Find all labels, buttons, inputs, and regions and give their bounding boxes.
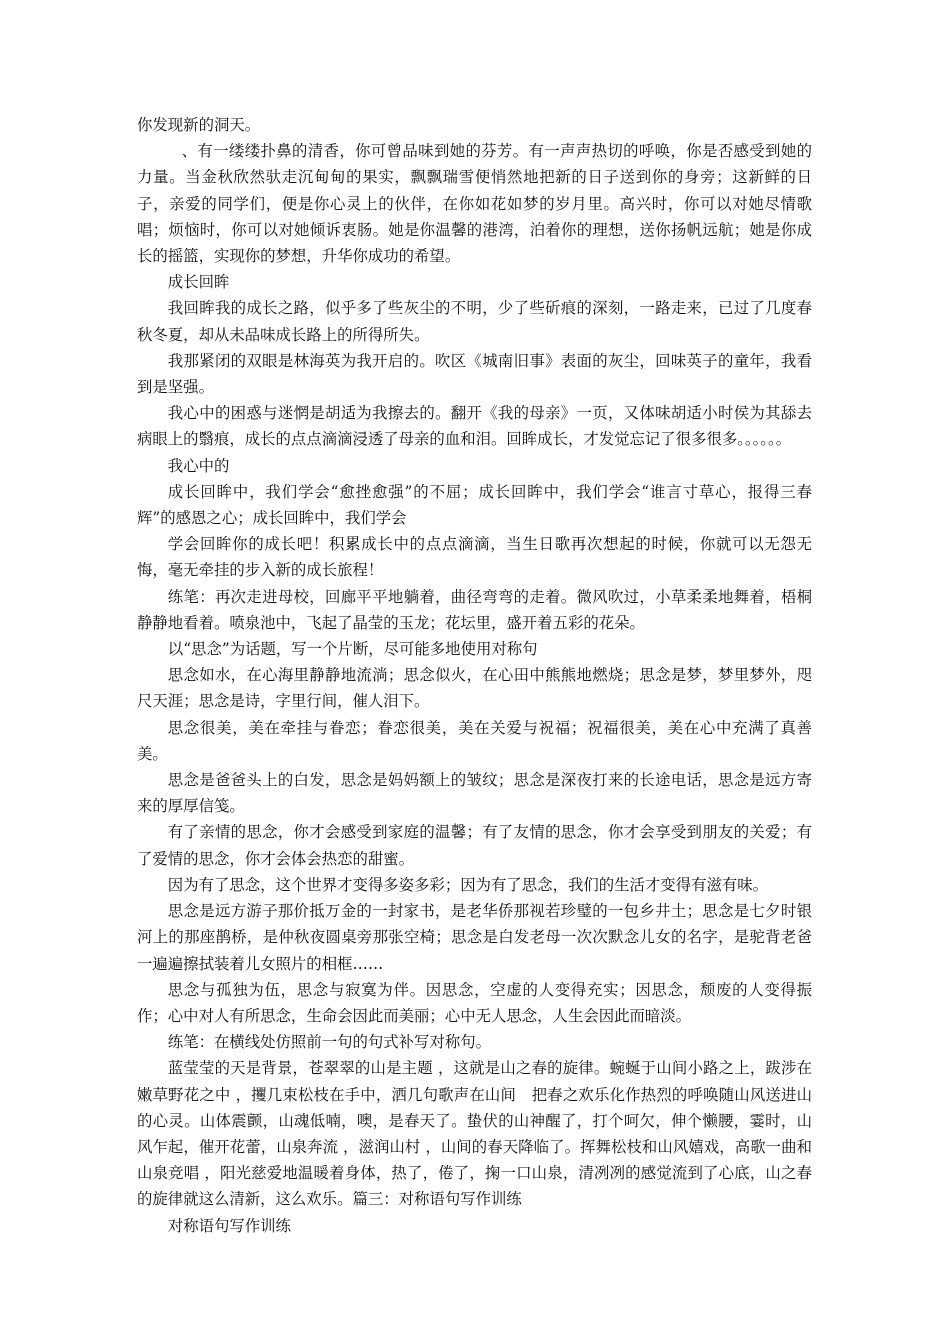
paragraph: 你发现新的洞天。 (137, 116, 261, 134)
paragraph: 思念如水，在心海里静静地流淌；思念似火，在心田中熊熊地燃烧；思念是梦，梦里梦外，咫尺天涯；思念是诗，字里行间，催人泪下。 (137, 666, 812, 711)
paragraph: 练笔：在横线处仿照前一句的句式补写对称句。 (167, 1033, 492, 1052)
paragraph: 思念是远方游子那价抵万金的一封家书，是老华侨那视若珍璧的一包乡井土；思念是七夕时银河上的那座鹊桥，是仲秋夜圆桌旁那张空椅；思念是白发老母一次次默念儿女的名字，是驼背老爸一遍遍擦拭装着儿女照片的相框…… (137, 902, 812, 973)
document-page (137, 112, 812, 1239)
paragraph: 我回眸我的成长之路，似乎多了些灰尘的不明，少了些斫痕的深刻，一路走来，已过了几度春秋冬夏，却从未品味成长路上的所得所失。 (137, 299, 812, 344)
paragraph: 有了亲情的思念，你才会感受到家庭的温馨；有了友情的思念，你才会享受到朋友的关爱；有了爱情的思念，你才会体会热恋的甜蜜。 (137, 823, 812, 868)
section-heading: 成长回眸 (167, 273, 230, 292)
paragraph: 我心中的 (167, 456, 230, 475)
paragraph: 练笔：再次走进母校，回廊平平地躺着，曲径弯弯的走着。微风吹过，小草柔柔地舞着，梧桐静静地看着。喷泉池中，飞起了晶莹的玉龙；花坛里，盛开着五彩的花朵。 (137, 587, 812, 632)
paragraph: 我那紧闭的双眼是林海英为我开启的。吹区《城南旧事》表面的灰尘，回味英子的童年，我看到是坚强。 (137, 351, 812, 397)
paragraph: 思念是爸爸头上的白发，思念是妈妈额上的皱纹；思念是深夜打来的长途电话，思念是远方寄来的厚厚信笺。 (137, 771, 812, 816)
paragraph: 对称语句写作训练 (167, 1216, 291, 1235)
paragraph: 思念很美，美在牵挂与眷恋；眷恋很美，美在关爱与祝福；祝福很美，美在心中充满了真善美。 (137, 718, 812, 763)
paragraph: 学会回眸你的成长吧！积累成长中的点点滴滴，当生日歌再次想起的时候，你就可以无怨无悔，毫无牵挂的步入新的成长旅程！ (137, 535, 812, 580)
paragraph: 、有一缕缕扑鼻的清香，你可曾品味到她的芬芳。有一声声热切的呼唤，你是否感受到她的力量。当金秋欣然驮走沉甸甸的果实，飘飘瑞雪便悄然地把新的日子送到你的身旁；这新鲜的日子，亲爱的同学们，便是你心灵上的伙伴，在你如花如梦的岁月里。高兴时，你可以对她尽情歌唱；烦恼时，你可以对她倾诉衷肠。她是你温馨的港湾，泊着你的理想，送你扬帆远航；她是你成长的摇篮，实现你的梦想，升华你成功的希望。 (137, 142, 812, 266)
paragraph: 因为有了思念，这个世界才变得多姿多彩；因为有了思念，我们的生活才变得有滋有味。 (167, 875, 769, 894)
paragraph: 以“思念”为话题，写一个片断，尽可能多地使用对称句 (167, 640, 538, 659)
paragraph: 思念与孤独为伍，思念与寂寞为伴。因思念，空虚的人变得充实；因思念，颓废的人变得振作；心中对人有所思念，生命会因此而美丽；心中无人思念，人生会因此而暗淡。 (137, 980, 812, 1025)
paragraph: 成长回眸中，我们学会“愈挫愈强”的不屈；成长回眸中，我们学会“谁言寸草心，报得三春辉”的感恩之心；成长回眸中，我们学会 (137, 482, 812, 528)
paragraph: 我心中的困惑与迷惘是胡适为我擦去的。翻开《我的母亲》一页，又体味胡适小时侯为其舔去病眼上的翳痕，成长的点点滴滴浸透了母亲的血和泪。回眸成长，才发觉忘记了很多很多。。。。。。 (137, 404, 812, 449)
paragraph: 蓝莹莹的天是背景，苍翠翠的山是主题 ，这就是山之春的旋律。蜿蜒于山间小路之上，跋涉在嫩草野花之中 ，攫几束松枝在手中，洒几句歌声在山间 把春之欢乐化作热烈的呼唤随山风送进山的心灵。山体震颤，山魂低喃，噢，是春天了。蛰伏的山神醒了，打个呵欠，伸个懒腰，霎时，山风乍起，催开花蕾，山泉奔流 ，滋润山村 ，山间的春天降临了。挥舞松枝和山风嬉戏，高歌一曲和山泉竞唱 ，阳光慈爱地温暖着身体，热了，倦了，掬一口山泉，清冽冽的感觉流到了心底，山之春的旋律就这么清新，这么欢乐。篇三：对称语句写作训练 (137, 1059, 812, 1209)
